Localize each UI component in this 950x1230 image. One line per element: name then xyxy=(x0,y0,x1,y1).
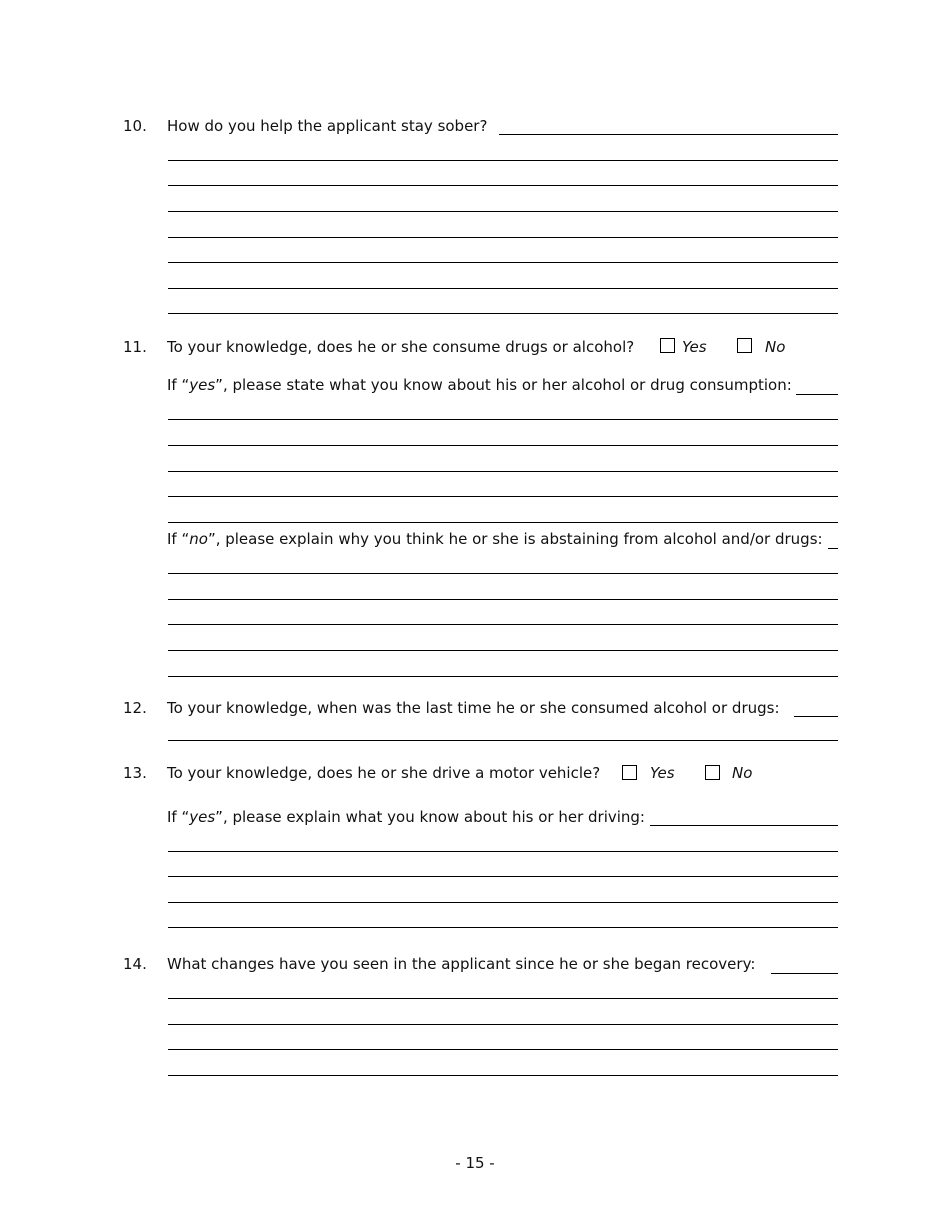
answer-line[interactable] xyxy=(168,160,838,161)
answer-line[interactable] xyxy=(168,650,838,651)
answer-line[interactable] xyxy=(168,851,838,852)
question-11-yes-label: Yes xyxy=(682,338,707,356)
answer-line[interactable] xyxy=(168,211,838,212)
question-12-text: To your knowledge, when was the last time he or she consumed alcohol or drugs: xyxy=(167,699,780,717)
answer-line[interactable] xyxy=(168,902,838,903)
answer-line[interactable] xyxy=(168,573,838,574)
prompt-prefix: If “ xyxy=(167,808,190,826)
answer-line[interactable] xyxy=(168,599,838,600)
answer-line[interactable] xyxy=(168,876,838,877)
question-14-text: What changes have you seen in the applicant since he or she began recovery: xyxy=(167,955,756,973)
prompt-keyword: yes xyxy=(189,376,216,394)
question-13-yes-label: Yes xyxy=(650,764,675,782)
answer-line[interactable] xyxy=(168,998,838,999)
answer-line[interactable] xyxy=(168,419,838,420)
question-11-yes-prompt xyxy=(167,376,792,394)
prompt-keyword: no xyxy=(189,530,208,548)
prompt-suffix: ”, please state what you know about his or her alcohol or drug consumption: xyxy=(215,376,792,394)
question-11-number: 11. xyxy=(123,338,147,356)
answer-line[interactable] xyxy=(168,1049,838,1050)
question-11-no-prompt xyxy=(167,530,823,548)
answer-line[interactable] xyxy=(168,1024,838,1025)
prompt-suffix: ”, please explain why you think he or she is abstaining from alcohol and/or drugs: xyxy=(207,530,823,548)
question-11-no-checkbox[interactable] xyxy=(737,338,752,353)
answer-line[interactable] xyxy=(168,740,838,741)
prompt-prefix: If “ xyxy=(167,376,190,394)
question-13-yes-answer-line[interactable] xyxy=(650,825,838,826)
prompt-prefix: If “ xyxy=(167,530,190,548)
question-13-text: To your knowledge, does he or she drive a motor vehicle? xyxy=(167,764,601,782)
question-13-yes-prompt xyxy=(167,808,645,826)
answer-line[interactable] xyxy=(168,185,838,186)
question-10-text: How do you help the applicant stay sober? xyxy=(167,117,488,135)
question-13-number: 13. xyxy=(123,764,147,782)
answer-line[interactable] xyxy=(168,496,838,497)
question-11-yes-checkbox[interactable] xyxy=(660,338,675,353)
question-13-yes-checkbox[interactable] xyxy=(622,765,637,780)
question-14-number: 14. xyxy=(123,955,147,973)
question-10-number: 10. xyxy=(123,117,147,135)
answer-line[interactable] xyxy=(168,262,838,263)
question-10-answer-line[interactable] xyxy=(499,134,838,135)
answer-line[interactable] xyxy=(168,471,838,472)
answer-line[interactable] xyxy=(168,313,838,314)
page-number: - 15 - xyxy=(455,1154,495,1172)
question-11-no-answer-line[interactable] xyxy=(828,548,838,549)
question-12-number: 12. xyxy=(123,699,147,717)
question-13-no-checkbox[interactable] xyxy=(705,765,720,780)
question-11-yes-answer-line[interactable] xyxy=(796,394,838,395)
answer-line[interactable] xyxy=(168,237,838,238)
prompt-suffix: ”, please explain what you know about his or her driving: xyxy=(215,808,645,826)
prompt-keyword: yes xyxy=(189,808,216,826)
answer-line[interactable] xyxy=(168,624,838,625)
question-12-answer-line[interactable] xyxy=(794,716,838,717)
question-14-answer-line[interactable] xyxy=(771,973,838,974)
answer-line[interactable] xyxy=(168,927,838,928)
answer-line[interactable] xyxy=(168,676,838,677)
answer-line[interactable] xyxy=(168,445,838,446)
answer-line[interactable] xyxy=(168,522,838,523)
question-11-no-label: No xyxy=(765,338,786,356)
answer-line[interactable] xyxy=(168,288,838,289)
answer-line[interactable] xyxy=(168,1075,838,1076)
question-13-no-label: No xyxy=(732,764,753,782)
question-11-text: To your knowledge, does he or she consume drugs or alcohol? xyxy=(167,338,635,356)
